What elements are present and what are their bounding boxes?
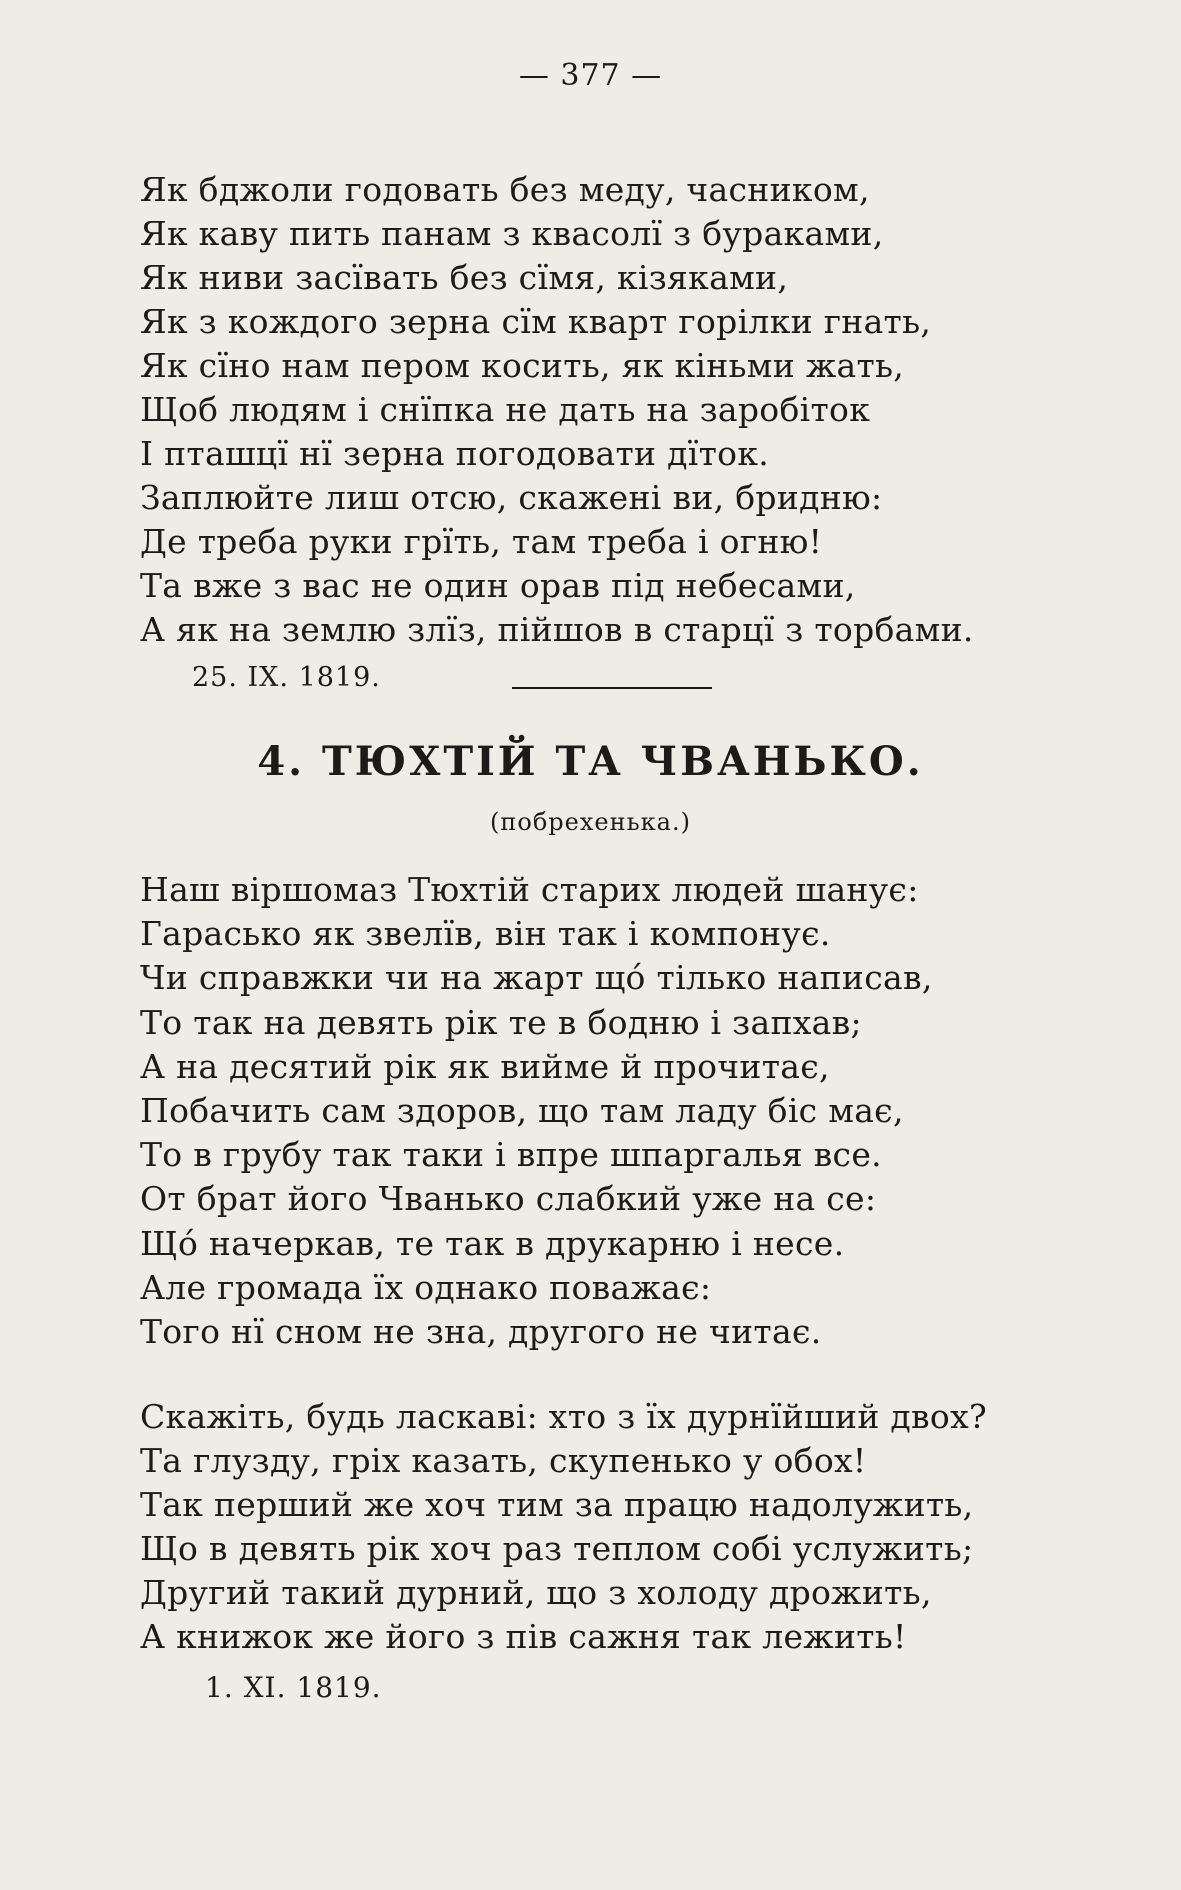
poem-line: А на десятий рік як вийме й прочитає, bbox=[140, 1046, 830, 1086]
poem-line: Як сїно нам пером косить, як кіньми жать, bbox=[140, 346, 905, 385]
poem-line: Як бджоли годовать без меду, часником, bbox=[140, 170, 870, 209]
poem-line: І пташцї нї зерна погодовати дїток. bbox=[140, 434, 770, 473]
poem-line: Другий такий дурний, що з холоду дрожить, bbox=[140, 1573, 932, 1612]
poem-date: 1. XI. 1819. bbox=[205, 1671, 382, 1704]
poem-line: Щó начеркав, те так в друкарню і несе. bbox=[140, 1223, 845, 1263]
poem-line: Побачить сам здоров, що там ладу біс має, bbox=[140, 1091, 904, 1131]
poem-line: Як каву пить панам з квасолї з бураками, bbox=[140, 214, 884, 253]
poem-line: То так на девять рік те в бодню і запхав; bbox=[140, 1002, 862, 1042]
poem-line: Та вже з вас не один орав під небесами, bbox=[140, 566, 856, 605]
poem-line: Як з кождого зерна сїм кварт горілки гнать, bbox=[140, 302, 932, 341]
poem-line: Того нї сном не зна, другого не читає. bbox=[140, 1312, 822, 1352]
previous-poem-date: 25. IX. 1819. bbox=[192, 662, 381, 693]
poem-line: Але громада їх однако поважає: bbox=[140, 1267, 712, 1307]
poem-subtitle: (побрехенька.) bbox=[490, 808, 691, 836]
poem-line: А як на землю злїз, пійшов в старцї з торбами. bbox=[140, 610, 974, 649]
poem-line: Як ниви засївать без сїмя, кізяками, bbox=[140, 258, 789, 297]
page-number: — 377 — bbox=[518, 58, 663, 93]
poem-line: Заплюйте лиш отсю, скажені ви, бридню: bbox=[140, 478, 883, 517]
poem-line: То в грубу так таки і впре шпаргалья все. bbox=[140, 1135, 882, 1175]
poem-line: Гарасько як звелїв, він так і компонує. bbox=[140, 914, 831, 954]
poem-line: Так перший же хоч тим за працю надолужить, bbox=[140, 1485, 974, 1524]
poem-stanza-2 bbox=[140, 1395, 987, 1659]
poem-line: А книжок же його з пів сажня так лежить! bbox=[140, 1617, 907, 1656]
poem-title: 4. ТЮХТІЙ ТА ЧВАНЬКО. bbox=[257, 738, 924, 785]
poem-line: Що в девять рік хоч раз теплом собі услужить; bbox=[140, 1529, 974, 1568]
section-divider bbox=[512, 687, 712, 689]
poem-stanza-1 bbox=[140, 868, 933, 1354]
poem-line: Наш віршомаз Тюхтій старих людей шанує: bbox=[140, 870, 919, 909]
previous-poem-ending bbox=[140, 168, 974, 652]
poem-line: Щоб людям і снїпка не дать на заробіток bbox=[140, 390, 871, 429]
poem-line: Де треба руки грїть, там треба і огню! bbox=[140, 522, 823, 561]
poem-line: Чи справжки чи на жарт щó тілько написав, bbox=[140, 958, 933, 998]
poem-line: От брат його Чванько слабкий уже на се: bbox=[140, 1179, 877, 1219]
poem-line: Та глузду, гріх казать, скупенько у обох! bbox=[140, 1441, 867, 1480]
poem-line: Скажіть, будь ласкаві: хто з їх дурнїйший двох? bbox=[140, 1397, 987, 1436]
